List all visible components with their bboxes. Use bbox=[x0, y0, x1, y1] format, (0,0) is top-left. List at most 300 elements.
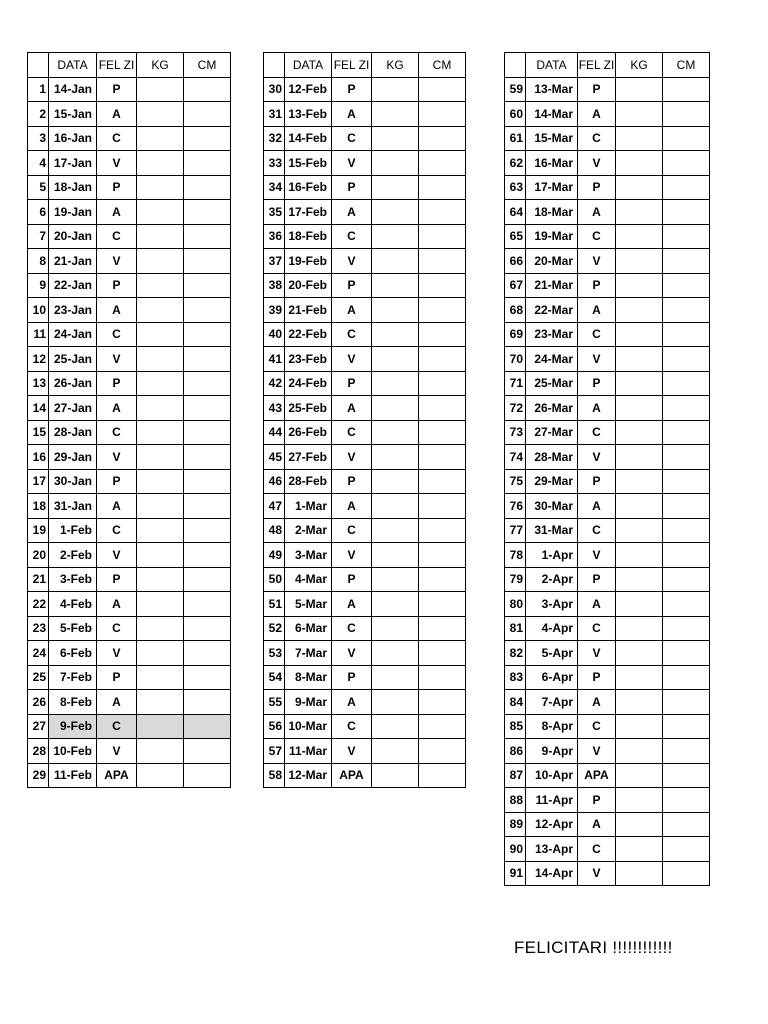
date-cell: 9-Feb bbox=[49, 714, 97, 739]
date-cell: 6-Feb bbox=[49, 641, 97, 666]
cm-cell[interactable] bbox=[663, 126, 710, 151]
kg-cell[interactable] bbox=[137, 420, 184, 445]
kg-cell[interactable] bbox=[137, 102, 184, 127]
table-row bbox=[505, 126, 710, 151]
table-row bbox=[28, 592, 231, 617]
cm-cell[interactable] bbox=[419, 567, 466, 592]
table-row bbox=[264, 543, 466, 568]
kg-cell[interactable] bbox=[616, 861, 663, 886]
congratulations-message: FELICITARI !!!!!!!!!!!! bbox=[514, 938, 673, 957]
cm-cell[interactable] bbox=[663, 616, 710, 641]
kg-cell[interactable] bbox=[616, 396, 663, 421]
kg-cell[interactable] bbox=[137, 298, 184, 323]
cm-cell[interactable] bbox=[663, 714, 710, 739]
cm-cell[interactable] bbox=[184, 77, 231, 102]
row-number-cell: 67 bbox=[505, 273, 526, 298]
date-cell: 16-Mar bbox=[526, 151, 578, 176]
fel-zi-cell: C bbox=[578, 837, 616, 862]
table-row bbox=[28, 641, 231, 666]
table-row bbox=[264, 763, 466, 788]
kg-cell[interactable] bbox=[616, 298, 663, 323]
kg-cell[interactable] bbox=[616, 273, 663, 298]
kg-cell[interactable] bbox=[372, 77, 419, 102]
row-number-cell: 42 bbox=[264, 371, 285, 396]
kg-cell[interactable] bbox=[616, 469, 663, 494]
kg-cell[interactable] bbox=[137, 151, 184, 176]
cm-cell[interactable] bbox=[419, 77, 466, 102]
fel-zi-cell: A bbox=[97, 102, 137, 127]
cm-cell[interactable] bbox=[184, 690, 231, 715]
fel-zi-cell: A bbox=[97, 494, 137, 519]
kg-cell[interactable] bbox=[616, 200, 663, 225]
kg-cell[interactable] bbox=[372, 714, 419, 739]
fel-zi-cell: C bbox=[332, 126, 372, 151]
kg-cell[interactable] bbox=[372, 567, 419, 592]
row-number-cell: 25 bbox=[28, 665, 49, 690]
fel-zi-cell: A bbox=[97, 396, 137, 421]
kg-cell[interactable] bbox=[372, 518, 419, 543]
table-row bbox=[505, 690, 710, 715]
kg-cell[interactable] bbox=[372, 690, 419, 715]
table-body bbox=[264, 77, 466, 788]
cm-cell[interactable] bbox=[419, 690, 466, 715]
cm-header: CM bbox=[184, 53, 231, 78]
cm-cell[interactable] bbox=[184, 102, 231, 127]
table-row bbox=[264, 714, 466, 739]
table-row bbox=[264, 151, 466, 176]
kg-cell[interactable] bbox=[137, 200, 184, 225]
date-cell: 22-Feb bbox=[285, 322, 332, 347]
date-cell: 7-Apr bbox=[526, 690, 578, 715]
fel-zi-header: FEL ZI bbox=[332, 53, 372, 78]
kg-cell[interactable] bbox=[616, 592, 663, 617]
table-row bbox=[28, 543, 231, 568]
cm-cell[interactable] bbox=[419, 518, 466, 543]
cm-cell[interactable] bbox=[184, 200, 231, 225]
cm-cell[interactable] bbox=[419, 665, 466, 690]
row-number-cell: 32 bbox=[264, 126, 285, 151]
kg-cell[interactable] bbox=[372, 273, 419, 298]
date-cell: 18-Mar bbox=[526, 200, 578, 225]
cm-cell[interactable] bbox=[184, 396, 231, 421]
row-number-cell: 52 bbox=[264, 616, 285, 641]
kg-cell[interactable] bbox=[137, 396, 184, 421]
fel-zi-cell: P bbox=[332, 273, 372, 298]
kg-cell[interactable] bbox=[137, 371, 184, 396]
row-number-cell: 70 bbox=[505, 347, 526, 372]
kg-cell[interactable] bbox=[372, 347, 419, 372]
cm-cell[interactable] bbox=[419, 445, 466, 470]
kg-cell[interactable] bbox=[372, 151, 419, 176]
table-row bbox=[505, 77, 710, 102]
cm-cell[interactable] bbox=[419, 592, 466, 617]
kg-cell[interactable] bbox=[372, 371, 419, 396]
kg-cell[interactable] bbox=[616, 445, 663, 470]
cm-cell[interactable] bbox=[663, 543, 710, 568]
kg-cell[interactable] bbox=[616, 249, 663, 274]
table-row bbox=[505, 665, 710, 690]
row-number-cell: 5 bbox=[28, 175, 49, 200]
cm-cell[interactable] bbox=[419, 175, 466, 200]
cm-cell[interactable] bbox=[663, 224, 710, 249]
cm-cell[interactable] bbox=[663, 641, 710, 666]
header-row bbox=[264, 53, 466, 78]
kg-cell[interactable] bbox=[372, 543, 419, 568]
row-number-cell: 20 bbox=[28, 543, 49, 568]
date-cell: 14-Feb bbox=[285, 126, 332, 151]
table-row bbox=[264, 322, 466, 347]
date-cell: 21-Feb bbox=[285, 298, 332, 323]
cm-cell[interactable] bbox=[419, 102, 466, 127]
cm-cell[interactable] bbox=[184, 420, 231, 445]
kg-cell[interactable] bbox=[137, 469, 184, 494]
cm-cell[interactable] bbox=[419, 151, 466, 176]
kg-cell[interactable] bbox=[616, 763, 663, 788]
date-cell: 15-Feb bbox=[285, 151, 332, 176]
date-cell: 2-Apr bbox=[526, 567, 578, 592]
cm-cell[interactable] bbox=[184, 665, 231, 690]
kg-cell[interactable] bbox=[137, 665, 184, 690]
kg-cell[interactable] bbox=[137, 690, 184, 715]
date-cell: 18-Feb bbox=[285, 224, 332, 249]
kg-cell[interactable] bbox=[137, 347, 184, 372]
cm-cell[interactable] bbox=[663, 837, 710, 862]
table-row bbox=[264, 494, 466, 519]
cm-cell[interactable] bbox=[419, 249, 466, 274]
kg-cell[interactable] bbox=[372, 445, 419, 470]
cm-cell[interactable] bbox=[663, 861, 710, 886]
row-number-cell: 58 bbox=[264, 763, 285, 788]
cm-cell[interactable] bbox=[663, 788, 710, 813]
kg-cell[interactable] bbox=[137, 126, 184, 151]
kg-cell[interactable] bbox=[372, 200, 419, 225]
date-cell: 14-Apr bbox=[526, 861, 578, 886]
cm-cell[interactable] bbox=[663, 445, 710, 470]
cm-cell[interactable] bbox=[663, 273, 710, 298]
cm-cell[interactable] bbox=[184, 224, 231, 249]
cm-cell[interactable] bbox=[184, 641, 231, 666]
kg-cell[interactable] bbox=[372, 224, 419, 249]
cm-cell[interactable] bbox=[663, 298, 710, 323]
cm-cell[interactable] bbox=[663, 420, 710, 445]
kg-cell[interactable] bbox=[372, 641, 419, 666]
date-cell: 28-Jan bbox=[49, 420, 97, 445]
cm-cell[interactable] bbox=[663, 469, 710, 494]
fel-zi-cell: V bbox=[97, 739, 137, 764]
cm-cell[interactable] bbox=[184, 249, 231, 274]
cm-cell[interactable] bbox=[419, 371, 466, 396]
kg-cell[interactable] bbox=[372, 592, 419, 617]
kg-cell[interactable] bbox=[616, 665, 663, 690]
kg-cell[interactable] bbox=[616, 175, 663, 200]
kg-cell[interactable] bbox=[616, 151, 663, 176]
cm-cell[interactable] bbox=[184, 298, 231, 323]
kg-cell[interactable] bbox=[372, 175, 419, 200]
fel-zi-cell: A bbox=[332, 298, 372, 323]
cm-cell[interactable] bbox=[184, 763, 231, 788]
cm-cell[interactable] bbox=[663, 151, 710, 176]
cm-cell[interactable] bbox=[184, 322, 231, 347]
kg-cell[interactable] bbox=[616, 714, 663, 739]
date-header: DATA bbox=[285, 53, 332, 78]
kg-cell[interactable] bbox=[616, 518, 663, 543]
kg-header: KG bbox=[137, 53, 184, 78]
row-number-cell: 12 bbox=[28, 347, 49, 372]
date-cell: 8-Feb bbox=[49, 690, 97, 715]
kg-cell[interactable] bbox=[372, 739, 419, 764]
date-cell: 24-Feb bbox=[285, 371, 332, 396]
kg-cell[interactable] bbox=[616, 837, 663, 862]
kg-cell[interactable] bbox=[372, 126, 419, 151]
row-number-cell: 31 bbox=[264, 102, 285, 127]
cm-cell[interactable] bbox=[663, 371, 710, 396]
cm-cell[interactable] bbox=[184, 543, 231, 568]
cm-cell[interactable] bbox=[663, 665, 710, 690]
table-row bbox=[505, 298, 710, 323]
date-cell: 14-Jan bbox=[49, 77, 97, 102]
kg-cell[interactable] bbox=[137, 175, 184, 200]
cm-cell[interactable] bbox=[419, 322, 466, 347]
kg-cell[interactable] bbox=[137, 273, 184, 298]
table-row bbox=[264, 469, 466, 494]
date-cell: 19-Mar bbox=[526, 224, 578, 249]
kg-cell[interactable] bbox=[137, 567, 184, 592]
kg-cell[interactable] bbox=[372, 298, 419, 323]
cm-cell[interactable] bbox=[663, 763, 710, 788]
cm-cell[interactable] bbox=[663, 322, 710, 347]
table-row bbox=[28, 739, 231, 764]
cm-cell[interactable] bbox=[419, 420, 466, 445]
date-cell: 5-Feb bbox=[49, 616, 97, 641]
kg-cell[interactable] bbox=[137, 77, 184, 102]
cm-cell[interactable] bbox=[184, 567, 231, 592]
cm-cell[interactable] bbox=[419, 224, 466, 249]
fel-zi-cell: APA bbox=[97, 763, 137, 788]
kg-cell[interactable] bbox=[616, 77, 663, 102]
row-number-cell: 37 bbox=[264, 249, 285, 274]
kg-cell[interactable] bbox=[137, 592, 184, 617]
kg-cell[interactable] bbox=[372, 322, 419, 347]
fel-zi-cell: P bbox=[578, 469, 616, 494]
cm-cell[interactable] bbox=[184, 126, 231, 151]
cm-cell[interactable] bbox=[663, 175, 710, 200]
kg-cell[interactable] bbox=[616, 371, 663, 396]
date-cell: 25-Feb bbox=[285, 396, 332, 421]
table-row bbox=[28, 126, 231, 151]
kg-cell[interactable] bbox=[372, 665, 419, 690]
kg-cell[interactable] bbox=[372, 249, 419, 274]
kg-cell[interactable] bbox=[137, 445, 184, 470]
table-row bbox=[505, 249, 710, 274]
kg-cell[interactable] bbox=[616, 690, 663, 715]
date-cell: 2-Mar bbox=[285, 518, 332, 543]
date-cell: 26-Jan bbox=[49, 371, 97, 396]
fel-zi-header: FEL ZI bbox=[578, 53, 616, 78]
kg-cell[interactable] bbox=[616, 812, 663, 837]
fel-zi-cell: C bbox=[332, 714, 372, 739]
table-row bbox=[505, 469, 710, 494]
row-number-cell: 43 bbox=[264, 396, 285, 421]
table-body bbox=[28, 77, 231, 788]
date-cell: 1-Mar bbox=[285, 494, 332, 519]
kg-cell[interactable] bbox=[616, 543, 663, 568]
kg-cell[interactable] bbox=[372, 469, 419, 494]
date-cell: 13-Apr bbox=[526, 837, 578, 862]
kg-cell[interactable] bbox=[616, 788, 663, 813]
cm-cell[interactable] bbox=[663, 567, 710, 592]
cm-cell[interactable] bbox=[419, 714, 466, 739]
cm-cell[interactable] bbox=[663, 200, 710, 225]
date-cell: 14-Mar bbox=[526, 102, 578, 127]
date-cell: 13-Feb bbox=[285, 102, 332, 127]
row-number-cell: 44 bbox=[264, 420, 285, 445]
table-row bbox=[505, 567, 710, 592]
cm-cell[interactable] bbox=[663, 102, 710, 127]
cm-cell[interactable] bbox=[184, 616, 231, 641]
cm-cell[interactable] bbox=[419, 273, 466, 298]
cm-cell[interactable] bbox=[419, 616, 466, 641]
cm-cell[interactable] bbox=[419, 126, 466, 151]
cm-cell[interactable] bbox=[663, 494, 710, 519]
table-row bbox=[28, 616, 231, 641]
table-row bbox=[264, 420, 466, 445]
table-row bbox=[28, 469, 231, 494]
date-cell: 17-Mar bbox=[526, 175, 578, 200]
cm-header: CM bbox=[663, 53, 710, 78]
date-cell: 27-Jan bbox=[49, 396, 97, 421]
cm-cell[interactable] bbox=[184, 175, 231, 200]
cm-cell[interactable] bbox=[663, 396, 710, 421]
kg-cell[interactable] bbox=[616, 322, 663, 347]
row-number-cell: 56 bbox=[264, 714, 285, 739]
kg-cell[interactable] bbox=[137, 763, 184, 788]
cm-cell[interactable] bbox=[184, 151, 231, 176]
kg-cell[interactable] bbox=[616, 224, 663, 249]
kg-cell[interactable] bbox=[616, 494, 663, 519]
kg-cell[interactable] bbox=[137, 616, 184, 641]
row-number-cell: 83 bbox=[505, 665, 526, 690]
table-row bbox=[264, 371, 466, 396]
date-cell: 1-Feb bbox=[49, 518, 97, 543]
kg-header: KG bbox=[372, 53, 419, 78]
kg-cell[interactable] bbox=[372, 763, 419, 788]
kg-cell[interactable] bbox=[137, 739, 184, 764]
cm-cell[interactable] bbox=[184, 494, 231, 519]
cm-cell[interactable] bbox=[419, 200, 466, 225]
kg-cell[interactable] bbox=[137, 518, 184, 543]
kg-cell[interactable] bbox=[137, 494, 184, 519]
fel-zi-cell: V bbox=[332, 543, 372, 568]
cm-cell[interactable] bbox=[419, 763, 466, 788]
date-header: DATA bbox=[49, 53, 97, 78]
kg-cell[interactable] bbox=[616, 102, 663, 127]
cm-cell[interactable] bbox=[184, 592, 231, 617]
fel-zi-cell: C bbox=[97, 322, 137, 347]
cm-cell[interactable] bbox=[419, 543, 466, 568]
cm-cell[interactable] bbox=[184, 347, 231, 372]
kg-cell[interactable] bbox=[137, 249, 184, 274]
table-row bbox=[28, 714, 231, 739]
table-row bbox=[264, 126, 466, 151]
fel-zi-cell: C bbox=[578, 518, 616, 543]
date-cell: 20-Mar bbox=[526, 249, 578, 274]
table-body bbox=[505, 77, 710, 886]
kg-cell[interactable] bbox=[616, 420, 663, 445]
cm-cell[interactable] bbox=[419, 641, 466, 666]
kg-cell[interactable] bbox=[616, 567, 663, 592]
cm-cell[interactable] bbox=[419, 298, 466, 323]
kg-cell[interactable] bbox=[616, 739, 663, 764]
cm-cell[interactable] bbox=[663, 690, 710, 715]
cm-cell[interactable] bbox=[184, 371, 231, 396]
date-cell: 24-Mar bbox=[526, 347, 578, 372]
kg-cell[interactable] bbox=[616, 126, 663, 151]
kg-cell[interactable] bbox=[616, 347, 663, 372]
cm-cell[interactable] bbox=[184, 273, 231, 298]
kg-cell[interactable] bbox=[616, 616, 663, 641]
cm-cell[interactable] bbox=[419, 347, 466, 372]
cm-cell[interactable] bbox=[184, 445, 231, 470]
cm-cell[interactable] bbox=[184, 469, 231, 494]
kg-cell[interactable] bbox=[616, 641, 663, 666]
fel-zi-cell: A bbox=[97, 298, 137, 323]
date-cell: 5-Mar bbox=[285, 592, 332, 617]
kg-cell[interactable] bbox=[372, 102, 419, 127]
cm-cell[interactable] bbox=[663, 592, 710, 617]
row-number-cell: 60 bbox=[505, 102, 526, 127]
fel-zi-cell: V bbox=[332, 151, 372, 176]
cm-cell[interactable] bbox=[663, 77, 710, 102]
kg-cell[interactable] bbox=[137, 322, 184, 347]
cm-cell[interactable] bbox=[184, 518, 231, 543]
cm-cell[interactable] bbox=[184, 714, 231, 739]
cm-cell[interactable] bbox=[663, 347, 710, 372]
fel-zi-cell: P bbox=[332, 567, 372, 592]
cm-cell[interactable] bbox=[663, 812, 710, 837]
cm-cell[interactable] bbox=[419, 494, 466, 519]
kg-cell[interactable] bbox=[372, 420, 419, 445]
kg-cell[interactable] bbox=[372, 616, 419, 641]
table-row bbox=[505, 616, 710, 641]
fel-zi-cell: P bbox=[97, 665, 137, 690]
cm-cell[interactable] bbox=[184, 739, 231, 764]
fel-zi-cell: C bbox=[332, 224, 372, 249]
kg-cell[interactable] bbox=[137, 714, 184, 739]
date-cell: 9-Mar bbox=[285, 690, 332, 715]
table-row bbox=[264, 739, 466, 764]
cm-cell[interactable] bbox=[663, 739, 710, 764]
cm-cell[interactable] bbox=[419, 469, 466, 494]
kg-cell[interactable] bbox=[372, 494, 419, 519]
cm-cell[interactable] bbox=[663, 518, 710, 543]
cm-cell[interactable] bbox=[663, 249, 710, 274]
kg-cell[interactable] bbox=[137, 543, 184, 568]
date-cell: 19-Feb bbox=[285, 249, 332, 274]
cm-cell[interactable] bbox=[419, 396, 466, 421]
row-number-cell: 45 bbox=[264, 445, 285, 470]
cm-cell[interactable] bbox=[419, 739, 466, 764]
table-row bbox=[28, 224, 231, 249]
table-row bbox=[28, 567, 231, 592]
kg-cell[interactable] bbox=[137, 224, 184, 249]
row-number-cell: 54 bbox=[264, 665, 285, 690]
table-row bbox=[505, 322, 710, 347]
table-row bbox=[505, 543, 710, 568]
row-number-cell: 26 bbox=[28, 690, 49, 715]
kg-cell[interactable] bbox=[372, 396, 419, 421]
fel-zi-cell: V bbox=[97, 249, 137, 274]
kg-cell[interactable] bbox=[137, 641, 184, 666]
